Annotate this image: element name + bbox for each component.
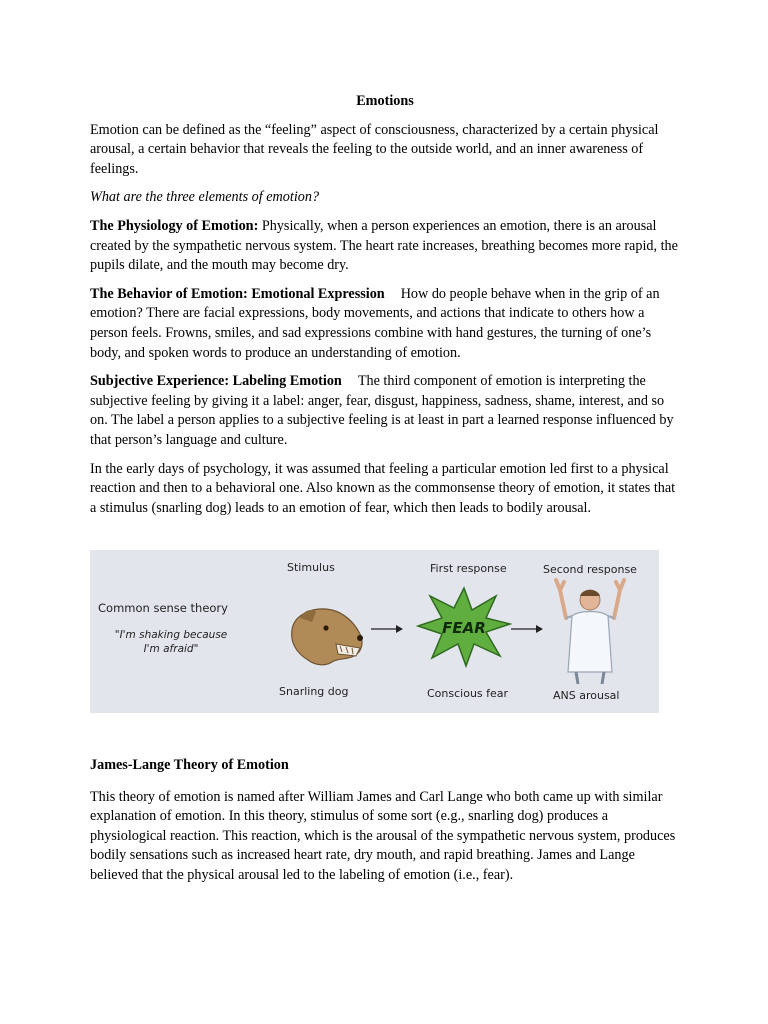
physiology-text: Physically, when a person experiences an emotion, there is an arousal created by the sympathetic nervous system. The heart rate increases, breathing becomes more rapid, the pupils dilate, and the mouth may become dry.	[90, 217, 678, 274]
conscious-fear-caption: Conscious fear	[427, 687, 509, 700]
physiology-paragraph	[90, 217, 680, 276]
subjective-paragraph	[90, 372, 680, 450]
arrow-icon	[370, 623, 404, 635]
first-response-header: First response	[430, 562, 507, 575]
stimulus-header: Stimulus	[287, 561, 335, 574]
subjective-heading: Subjective Experience: Labeling Emotion	[90, 373, 342, 390]
theory-quote	[98, 628, 244, 656]
question-line: What are the three elements of emotion?	[90, 189, 320, 206]
snarling-dog-icon	[286, 602, 366, 668]
arrow-icon	[510, 623, 544, 635]
behavior-text: How do people behave when in the grip of an emotion? There are facial expressions, body movements, and actions that indicate to others how a person feels. Frowns, smiles, and sad expressions combine with hand gestures, the turning of one’s body, and spoken words to produce an understanding of emotion.	[90, 285, 660, 361]
commonsense-theory-figure	[90, 550, 659, 713]
james-lange-section	[90, 756, 680, 895]
document-body	[90, 92, 680, 527]
james-lange-heading: James-Lange Theory of Emotion	[90, 757, 289, 773]
snarling-dog-caption: Snarling dog	[279, 685, 349, 698]
subjective-text: The third component of emotion is interpreting the subjective feeling by giving it a label: anger, fear, disgust, happiness, sadness, shame, interest, and so on. The label a person applies to a subjective feeling is at least in part a learned response influenced by that person’s language and culture.	[90, 373, 674, 448]
intro-paragraph: Emotion can be defined as the “feeling” aspect of consciousness, characterized by a certain physical arousal, a certain behavior that reveals the feeling to the outside world, and an inner awareness of feelings.	[90, 121, 659, 177]
quote-line-1: "I'm shaking because	[114, 629, 228, 641]
behavior-paragraph	[90, 285, 680, 363]
second-response-header: Second response	[543, 563, 637, 576]
early-days-paragraph: In the early days of psychology, it was assumed that feeling a particular emotion led first to a physical reaction and then to a behavioral one. Also known as the commonsense theory of emotion, it states that a stimulus (snarling dog) leads to an emotion of fear, which then leads to bodily arousal.	[90, 460, 676, 516]
physiology-heading: The Physiology of Emotion:	[90, 217, 259, 234]
fear-burst-icon	[416, 586, 512, 668]
page-title: Emotions	[356, 93, 414, 109]
ans-arousal-caption: ANS arousal	[553, 689, 620, 702]
theory-label: Common sense theory	[98, 601, 228, 615]
behavior-heading: The Behavior of Emotion: Emotional Expression	[90, 285, 385, 302]
burst-text: FEAR	[442, 619, 486, 637]
aroused-person-icon	[550, 576, 630, 684]
james-lange-paragraph: This theory of emotion is named after William James and Carl Lange who both came up with similar explanation of emotion. In this theory, stimulus of some sort (e.g., snarling dog) produces a physiological reaction. This reaction, which is the arousal of the sympathetic nervous system, produces bodily sensations such as increased heart rate, dry mouth, and rapid breathing. James and Lange believed that the physical arousal led to the labeling of emotion (i.e., fear).	[90, 788, 676, 883]
quote-line-2: I'm afraid"	[143, 643, 199, 655]
